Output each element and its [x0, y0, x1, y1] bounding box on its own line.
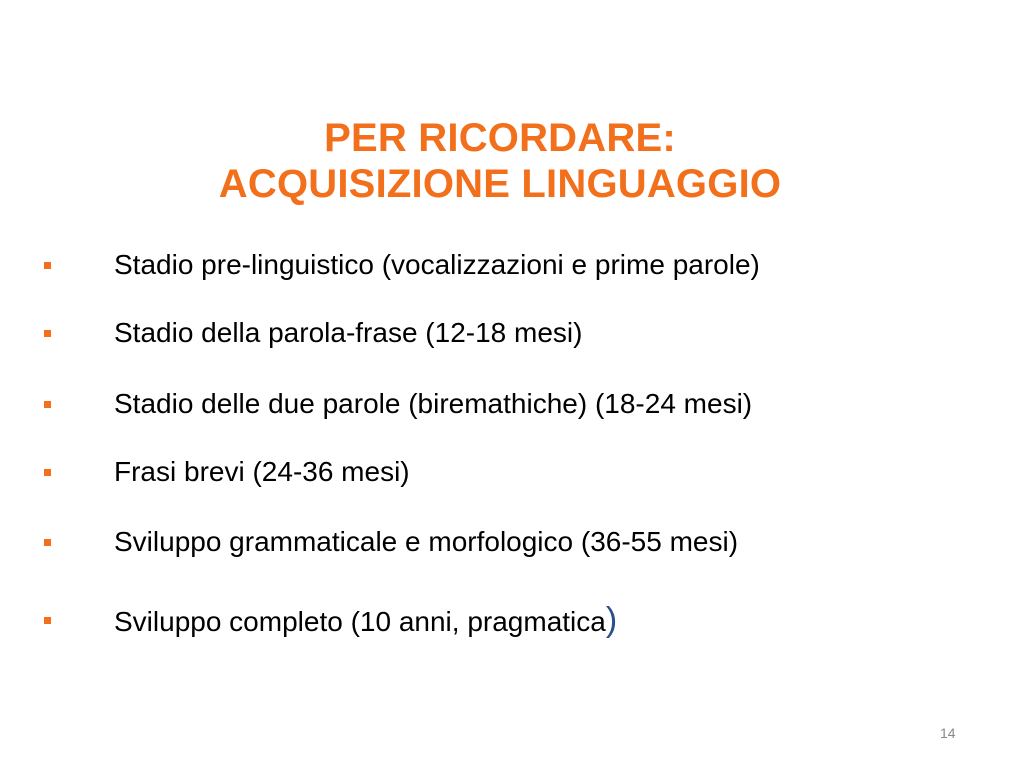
square-bullet-icon — [44, 330, 51, 337]
square-bullet-icon — [44, 469, 51, 476]
bullet-item — [0, 313, 1024, 353]
bullet-text: Stadio della parola-frase (12-18 mesi) — [114, 317, 583, 348]
square-bullet-icon — [44, 401, 51, 408]
bullet-text-main: Sviluppo completo (10 anni, pragmatica — [114, 606, 606, 637]
bullet-text — [114, 600, 617, 642]
square-bullet-icon — [44, 539, 51, 546]
bullet-item — [0, 384, 1024, 424]
bullet-item — [0, 245, 1024, 285]
title-line-1: PER RICORDARE: — [324, 115, 676, 160]
bullet-item — [0, 522, 1024, 562]
square-bullet-icon — [44, 262, 51, 269]
title-line-2: ACQUISIZIONE LINGUAGGIO — [218, 161, 782, 206]
closing-parenthesis: ) — [605, 601, 618, 639]
bullet-item — [0, 600, 1024, 640]
square-bullet-icon — [44, 617, 51, 624]
bullet-text: Stadio pre-linguistico (vocalizzazioni e prime parole) — [114, 249, 760, 280]
bullet-text: Sviluppo grammaticale e morfologico (36-55 mesi) — [114, 526, 739, 557]
bullet-text: Stadio delle due parole (biremathiche) (18-24 mesi) — [114, 388, 753, 419]
bullet-item — [0, 452, 1024, 492]
bullet-text: Frasi brevi (24-36 mesi) — [114, 456, 410, 487]
page-number: 14 — [940, 725, 956, 741]
